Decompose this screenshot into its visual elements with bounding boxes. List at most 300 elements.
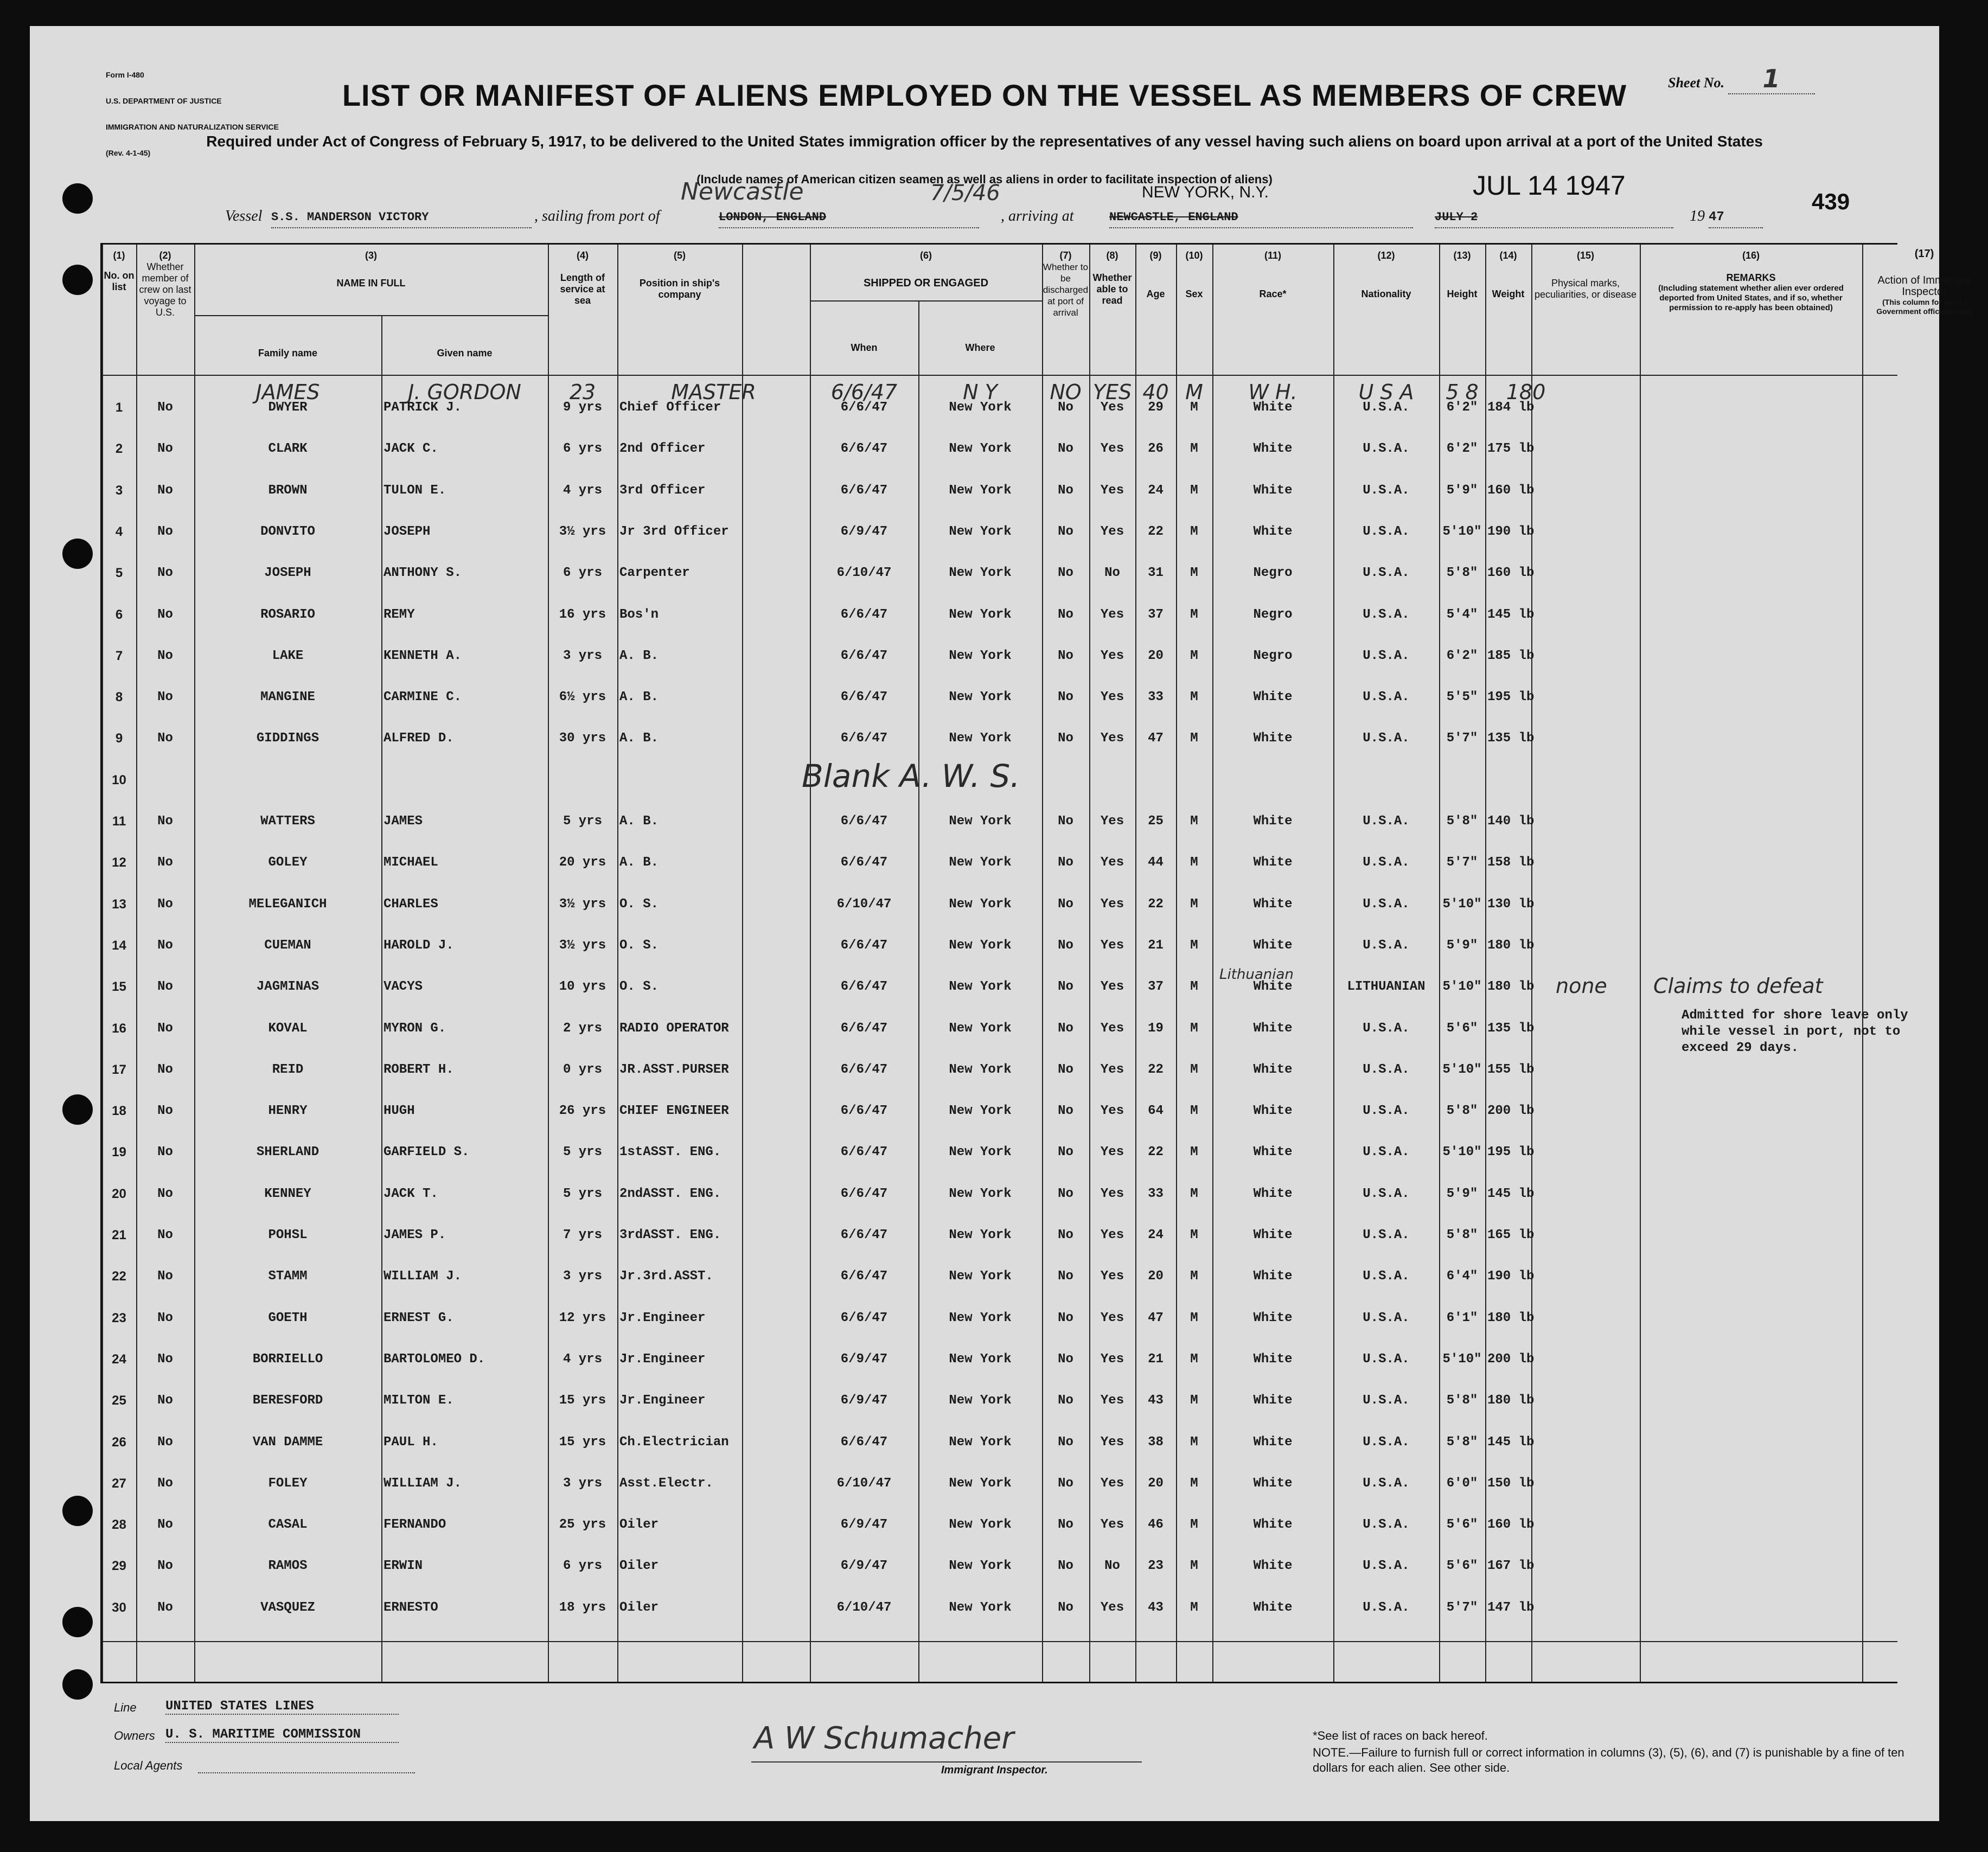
form-number: Form I-480 bbox=[106, 71, 144, 79]
cell-given: ERNESTO bbox=[383, 1600, 438, 1615]
cell-dis: No bbox=[1058, 690, 1073, 705]
cell-age: 20 bbox=[1148, 1269, 1164, 1284]
cell-when: 6/6/47 bbox=[840, 1186, 888, 1201]
row-number: 1 bbox=[115, 400, 123, 415]
cell-read: Yes bbox=[1100, 938, 1124, 953]
cell-position: 3rdASST. ENG. bbox=[619, 1228, 721, 1242]
cell-nat: U.S.A. bbox=[1363, 1434, 1410, 1450]
cell-dis: No bbox=[1058, 938, 1073, 953]
cell-service: 5 yrs bbox=[562, 1145, 602, 1160]
cell-dis: No bbox=[1058, 1186, 1073, 1201]
cell-dis: No bbox=[1058, 607, 1073, 622]
cell-given: HUGH bbox=[383, 1104, 415, 1119]
cell-service: 3 yrs bbox=[562, 648, 602, 663]
handwritten-date: 7/5/46 bbox=[930, 181, 1000, 206]
remarks-handwritten: Claims to defeat bbox=[1653, 974, 1823, 998]
cell-dis: No bbox=[1058, 1104, 1073, 1119]
cell-where: New York bbox=[949, 1062, 1012, 1077]
col-position-header: (5) Position in ship's company bbox=[639, 250, 720, 300]
cell-height: 6'2" bbox=[1446, 441, 1478, 457]
cell-sex: M bbox=[1190, 648, 1198, 663]
cell-family: MANGINE bbox=[260, 690, 315, 705]
cell-nat: U.S.A. bbox=[1363, 1310, 1410, 1325]
cell-race: Negro bbox=[1253, 607, 1293, 622]
cell-weight: 167 lb bbox=[1487, 1559, 1535, 1574]
cell-read: Yes bbox=[1100, 979, 1124, 995]
cell-position: 1stASST. ENG. bbox=[619, 1145, 721, 1160]
master-given: J. GORDON bbox=[408, 380, 521, 404]
cell-age: 23 bbox=[1148, 1559, 1164, 1574]
col-family-name-header: Family name bbox=[258, 348, 318, 358]
row-number: 17 bbox=[112, 1062, 126, 1077]
cell-where: New York bbox=[949, 566, 1012, 581]
cell-where: New York bbox=[949, 938, 1012, 953]
cell-when: 6/9/47 bbox=[840, 1351, 888, 1367]
row-number: 19 bbox=[112, 1145, 126, 1160]
cell-race: White bbox=[1253, 690, 1293, 705]
cell-position: Asst.Electr. bbox=[619, 1476, 713, 1491]
cell-race: White bbox=[1253, 938, 1293, 953]
cell-height: 5'8" bbox=[1446, 566, 1478, 581]
cell-given: VACYS bbox=[383, 979, 423, 995]
cell-nat: U.S.A. bbox=[1363, 1145, 1410, 1160]
cell-nat: U.S.A. bbox=[1363, 1062, 1410, 1077]
cell-position: Jr.Engineer bbox=[619, 1310, 706, 1325]
punch-hole bbox=[62, 183, 93, 214]
cell-last: No bbox=[157, 441, 173, 457]
master-discharged: NO bbox=[1050, 380, 1082, 404]
cell-weight: 140 lb bbox=[1487, 814, 1535, 829]
cell-age: 33 bbox=[1148, 690, 1164, 705]
cell-weight: 180 lb bbox=[1487, 1310, 1535, 1325]
cell-family: VASQUEZ bbox=[260, 1600, 315, 1615]
row-number: 23 bbox=[112, 1310, 126, 1325]
cell-nat: U.S.A. bbox=[1363, 1021, 1410, 1036]
cell-service: 6 yrs bbox=[562, 441, 602, 457]
cell-where: New York bbox=[949, 441, 1012, 457]
cell-race: White bbox=[1253, 1269, 1293, 1284]
col-age-header: (9) Age bbox=[1146, 250, 1165, 299]
cell-service: 15 yrs bbox=[559, 1434, 606, 1450]
cell-dis: No bbox=[1058, 1145, 1073, 1160]
cell-where: New York bbox=[949, 400, 1012, 415]
cell-dis: No bbox=[1058, 1021, 1073, 1036]
cell-height: 5'8" bbox=[1446, 1434, 1478, 1450]
cell-dis: No bbox=[1058, 1476, 1073, 1491]
cell-when: 6/6/47 bbox=[840, 607, 888, 622]
arrival-date: JULY 2 bbox=[1435, 208, 1673, 228]
cell-where: New York bbox=[949, 1228, 1012, 1242]
row-number: 22 bbox=[112, 1269, 126, 1284]
cell-family: SHERLAND bbox=[256, 1145, 319, 1160]
cell-dis: No bbox=[1058, 1228, 1073, 1242]
form-info bbox=[106, 53, 279, 175]
races-note: *See list of races on back hereof. bbox=[1313, 1729, 1488, 1742]
cell-weight: 175 lb bbox=[1487, 441, 1535, 457]
cell-last: No bbox=[157, 1434, 173, 1450]
cell-family: KENNEY bbox=[264, 1186, 311, 1201]
cell-weight: 180 lb bbox=[1487, 979, 1535, 995]
requirement-text: Required under Act of Congress of February 5, 1917, to be delivered to the United States immigration officer by the representatives of any vessel having such aliens on board upon arrival at a port of the United States bbox=[206, 133, 1763, 150]
master-age: 40 bbox=[1142, 380, 1169, 404]
cell-sex: M bbox=[1190, 979, 1198, 995]
cell-given: FERNANDO bbox=[383, 1517, 446, 1533]
cell-service: 3 yrs bbox=[562, 1476, 602, 1491]
cell-position: 2nd Officer bbox=[619, 441, 706, 457]
cell-service: 3½ yrs bbox=[559, 524, 606, 539]
cell-dis: No bbox=[1058, 1310, 1073, 1325]
cell-age: 43 bbox=[1148, 1600, 1164, 1615]
row-number: 14 bbox=[112, 938, 126, 953]
cell-given: GARFIELD S. bbox=[383, 1145, 470, 1160]
cell-last: No bbox=[157, 979, 173, 995]
cell-service: 3 yrs bbox=[562, 1269, 602, 1284]
cell-weight: 200 lb bbox=[1487, 1351, 1535, 1367]
cell-dis: No bbox=[1058, 855, 1073, 870]
cell-last: No bbox=[157, 938, 173, 953]
stamp-place: NEW YORK, N.Y. bbox=[1142, 183, 1269, 201]
cell-last: No bbox=[157, 1517, 173, 1533]
cell-position: Bos'n bbox=[619, 607, 659, 622]
cell-last: No bbox=[157, 648, 173, 663]
cell-position: Jr.Engineer bbox=[619, 1393, 706, 1408]
cell-sex: M bbox=[1190, 566, 1198, 581]
cell-given: TULON E. bbox=[383, 483, 446, 498]
cell-last: No bbox=[157, 1021, 173, 1036]
cell-sex: M bbox=[1190, 731, 1198, 746]
cell-nat: U.S.A. bbox=[1363, 1393, 1410, 1408]
cell-when: 6/6/47 bbox=[840, 648, 888, 663]
cell-sex: M bbox=[1190, 1517, 1198, 1533]
year-prefix: 19 bbox=[1690, 208, 1705, 225]
cell-given: ERWIN bbox=[383, 1559, 423, 1574]
cell-age: 24 bbox=[1148, 483, 1164, 498]
cell-where: New York bbox=[949, 896, 1012, 912]
cell-race: White bbox=[1253, 1517, 1293, 1533]
master-sex: M bbox=[1185, 380, 1203, 404]
row-number: 4 bbox=[115, 524, 123, 539]
cell-sex: M bbox=[1190, 483, 1198, 498]
master-service: 23 bbox=[569, 380, 596, 404]
col-remarks-header: (16) REMARKS (Including statement whether alien ever ordered deported from United States, and if so, whether permission to re-apply has been obtained) bbox=[1658, 250, 1844, 312]
cell-race: White bbox=[1253, 814, 1293, 829]
cell-age: 37 bbox=[1148, 607, 1164, 622]
cell-weight: 147 lb bbox=[1487, 1600, 1535, 1615]
cell-read: Yes bbox=[1100, 1351, 1124, 1367]
cell-height: 6'1" bbox=[1446, 1310, 1478, 1325]
cell-weight: 195 lb bbox=[1487, 690, 1535, 705]
cell-height: 6'2" bbox=[1446, 648, 1478, 663]
cell-service: 16 yrs bbox=[559, 607, 606, 622]
cell-weight: 135 lb bbox=[1487, 1021, 1535, 1036]
cell-position: O. S. bbox=[619, 979, 659, 995]
cell-family: LAKE bbox=[272, 648, 304, 663]
cell-sex: M bbox=[1190, 690, 1198, 705]
cell-nat: U.S.A. bbox=[1363, 1228, 1410, 1242]
cell-where: New York bbox=[949, 524, 1012, 539]
cell-last: No bbox=[157, 483, 173, 498]
cell-last: No bbox=[157, 1269, 173, 1284]
cell-weight: 165 lb bbox=[1487, 1228, 1535, 1242]
cell-given: WILLIAM J. bbox=[383, 1476, 462, 1491]
cell-given: ERNEST G. bbox=[383, 1310, 454, 1325]
cell-where: New York bbox=[949, 1104, 1012, 1119]
cell-service: 18 yrs bbox=[559, 1600, 606, 1615]
cell-service: 25 yrs bbox=[559, 1517, 606, 1533]
vessel-name: S.S. MANDERSON VICTORY bbox=[271, 208, 532, 228]
cell-read: Yes bbox=[1100, 1310, 1124, 1325]
cell-family: FOLEY bbox=[268, 1476, 308, 1491]
agents-label: Local Agents bbox=[114, 1759, 183, 1772]
cell-given: JAMES bbox=[383, 814, 423, 829]
row-number: 3 bbox=[115, 483, 123, 498]
cell-weight: 190 lb bbox=[1487, 524, 1535, 539]
col-given-name-header: Given name bbox=[437, 348, 493, 358]
cell-sex: M bbox=[1190, 1393, 1198, 1408]
master-height: 5 8 bbox=[1446, 380, 1479, 404]
cell-race: White bbox=[1253, 1434, 1293, 1450]
cell-sex: M bbox=[1190, 1021, 1198, 1036]
cell-service: 30 yrs bbox=[559, 731, 606, 746]
cell-where: New York bbox=[949, 607, 1012, 622]
cell-position: A. B. bbox=[619, 855, 659, 870]
cell-sex: M bbox=[1190, 1600, 1198, 1615]
cell-dis: No bbox=[1058, 566, 1073, 581]
row-number: 29 bbox=[112, 1559, 126, 1574]
arrival-year: 47 bbox=[1709, 208, 1763, 228]
row-number: 30 bbox=[112, 1600, 126, 1615]
cell-read: Yes bbox=[1100, 1517, 1124, 1533]
cell-service: 20 yrs bbox=[559, 855, 606, 870]
cell-last: No bbox=[157, 566, 173, 581]
cell-read: Yes bbox=[1100, 483, 1124, 498]
cell-family: GOETH bbox=[268, 1310, 308, 1325]
cell-age: 44 bbox=[1148, 855, 1164, 870]
cell-sex: M bbox=[1190, 1062, 1198, 1077]
cell-sex: M bbox=[1190, 1434, 1198, 1450]
cell-where: New York bbox=[949, 1476, 1012, 1491]
row-number: 11 bbox=[112, 814, 126, 829]
cell-last: No bbox=[157, 1104, 173, 1119]
cell-position: Oiler bbox=[619, 1517, 659, 1533]
cell-family: CUEMAN bbox=[264, 938, 311, 953]
cell-position: O. S. bbox=[619, 896, 659, 912]
cell-where: New York bbox=[949, 1351, 1012, 1367]
cell-when: 6/10/47 bbox=[836, 566, 892, 581]
cell-height: 6'2" bbox=[1446, 400, 1478, 415]
cell-sex: M bbox=[1190, 1228, 1198, 1242]
cell-position: Ch.Electrician bbox=[619, 1434, 729, 1450]
cell-family: JOSEPH bbox=[264, 566, 311, 581]
cell-when: 6/10/47 bbox=[836, 1600, 892, 1615]
cell-nat: U.S.A. bbox=[1363, 607, 1410, 622]
cell-given: MICHAEL bbox=[383, 855, 438, 870]
cell-last: No bbox=[157, 1310, 173, 1325]
cell-family: STAMM bbox=[268, 1269, 308, 1284]
cell-when: 6/6/47 bbox=[840, 1021, 888, 1036]
cell-position: Jr.3rd.ASST. bbox=[619, 1269, 713, 1284]
cell-dis: No bbox=[1058, 1517, 1073, 1533]
cell-read: Yes bbox=[1100, 896, 1124, 912]
row-number: 9 bbox=[115, 731, 123, 746]
col-when-header: When bbox=[851, 342, 878, 353]
cell-weight: 200 lb bbox=[1487, 1104, 1535, 1119]
cell-weight: 185 lb bbox=[1487, 648, 1535, 663]
master-family: JAMES bbox=[255, 380, 320, 404]
row-number: 18 bbox=[112, 1104, 126, 1119]
cell-last: No bbox=[157, 524, 173, 539]
cell-family: ROSARIO bbox=[260, 607, 315, 622]
row-number: 27 bbox=[112, 1476, 126, 1491]
cell-position: A. B. bbox=[619, 814, 659, 829]
master-nationality: U S A bbox=[1358, 380, 1414, 404]
cell-read: Yes bbox=[1100, 1021, 1124, 1036]
cell-sex: M bbox=[1190, 938, 1198, 953]
cell-race: White bbox=[1253, 1021, 1293, 1036]
row-number: 24 bbox=[112, 1351, 126, 1367]
row-number: 13 bbox=[112, 896, 126, 912]
cell-sex: M bbox=[1190, 1476, 1198, 1491]
cell-race: White bbox=[1253, 441, 1293, 457]
col-read-header: (8) Whether able to read bbox=[1092, 250, 1132, 306]
cell-nat: U.S.A. bbox=[1363, 1351, 1410, 1367]
cell-age: 21 bbox=[1148, 938, 1164, 953]
cell-weight: 184 lb bbox=[1487, 400, 1535, 415]
cell-race: White bbox=[1253, 855, 1293, 870]
row-number: 16 bbox=[112, 1021, 126, 1036]
cell-given: ROBERT H. bbox=[383, 1062, 454, 1077]
cell-given: JOSEPH bbox=[383, 524, 431, 539]
cell-given: WILLIAM J. bbox=[383, 1269, 462, 1284]
form-department: U.S. DEPARTMENT OF JUSTICE bbox=[106, 97, 222, 105]
cell-when: 6/9/47 bbox=[840, 1517, 888, 1533]
cell-height: 5'5" bbox=[1446, 690, 1478, 705]
arriving-port: NEWCASTLE, ENGLAND bbox=[1109, 208, 1413, 228]
cell-position: A. B. bbox=[619, 731, 659, 746]
cell-weight: 145 lb bbox=[1487, 1186, 1535, 1201]
cell-sex: M bbox=[1190, 1559, 1198, 1574]
cell-weight: 160 lb bbox=[1487, 483, 1535, 498]
owners-value: U. S. MARITIME COMMISSION bbox=[165, 1727, 399, 1743]
punch-hole bbox=[62, 1496, 93, 1526]
cell-family: BERESFORD bbox=[252, 1393, 323, 1408]
cell-read: Yes bbox=[1100, 441, 1124, 457]
cell-sex: M bbox=[1190, 1104, 1198, 1119]
cell-family: DWYER bbox=[268, 400, 308, 415]
cell-where: New York bbox=[949, 1517, 1012, 1533]
cell-nat: U.S.A. bbox=[1363, 1559, 1410, 1574]
manifest-sheet bbox=[30, 26, 1972, 1821]
race-handwritten: Lithuanian bbox=[1219, 966, 1294, 983]
cell-read: Yes bbox=[1100, 524, 1124, 539]
crew-table bbox=[100, 243, 1897, 1683]
cell-race: White bbox=[1253, 1559, 1293, 1574]
cell-family: BROWN bbox=[268, 483, 308, 498]
col-sex-header: (10) Sex bbox=[1185, 250, 1203, 299]
master-weight: 180 bbox=[1506, 380, 1546, 404]
cell-given: CARMINE C. bbox=[383, 690, 462, 705]
cell-where: New York bbox=[949, 979, 1012, 995]
cell-dis: No bbox=[1058, 1393, 1073, 1408]
cell-when: 6/9/47 bbox=[840, 524, 888, 539]
cell-position: Oiler bbox=[619, 1559, 659, 1574]
row-number: 15 bbox=[112, 979, 126, 995]
cell-race: White bbox=[1253, 1476, 1293, 1491]
cell-nat: U.S.A. bbox=[1363, 483, 1410, 498]
cell-dis: No bbox=[1058, 400, 1073, 415]
punch-hole bbox=[62, 539, 93, 569]
physical-handwritten: none bbox=[1556, 974, 1607, 998]
cell-where: New York bbox=[949, 1145, 1012, 1160]
cell-family: CLARK bbox=[268, 441, 308, 457]
cell-given: ALFRED D. bbox=[383, 731, 454, 746]
cell-height: 5'7" bbox=[1446, 731, 1478, 746]
cell-age: 31 bbox=[1148, 566, 1164, 581]
cell-service: 6 yrs bbox=[562, 1559, 602, 1574]
punch-hole bbox=[62, 1094, 93, 1125]
form-revision: (Rev. 4-1-45) bbox=[106, 149, 151, 157]
cell-position: A. B. bbox=[619, 648, 659, 663]
cell-nat: U.S.A. bbox=[1363, 1269, 1410, 1284]
cell-service: 26 yrs bbox=[559, 1104, 606, 1119]
cell-last: No bbox=[157, 1476, 173, 1491]
cell-age: 37 bbox=[1148, 979, 1164, 995]
cell-when: 6/6/47 bbox=[840, 814, 888, 829]
cell-sex: M bbox=[1190, 1310, 1198, 1325]
cell-given: REMY bbox=[383, 607, 415, 622]
cell-dis: No bbox=[1058, 1351, 1073, 1367]
cell-race: White bbox=[1253, 1186, 1293, 1201]
fine-note: NOTE.—Failure to furnish full or correct information in columns (3), (5), (6), and (7) is punishable by a fine of ten dollars for each alien. See other side. bbox=[1313, 1746, 1904, 1774]
cell-height: 6'4" bbox=[1446, 1269, 1478, 1284]
cell-race: White bbox=[1253, 483, 1293, 498]
cell-height: 5'4" bbox=[1446, 607, 1478, 622]
cell-where: New York bbox=[949, 1269, 1012, 1284]
cell-when: 6/6/47 bbox=[840, 1434, 888, 1450]
cell-read: Yes bbox=[1100, 1600, 1124, 1615]
cell-given: MYRON G. bbox=[383, 1021, 446, 1036]
cell-family: MELEGANICH bbox=[248, 896, 327, 912]
cell-age: 33 bbox=[1148, 1186, 1164, 1201]
cell-read: Yes bbox=[1100, 1186, 1124, 1201]
cell-age: 64 bbox=[1148, 1104, 1164, 1119]
cell-height: 5'8" bbox=[1446, 1228, 1478, 1242]
cell-when: 6/10/47 bbox=[836, 1476, 892, 1491]
cell-where: New York bbox=[949, 1310, 1012, 1325]
col-discharged-header: (7) Whether to be discharged at port of arrival bbox=[1043, 250, 1089, 318]
cell-position: Jr.Engineer bbox=[619, 1351, 706, 1367]
cell-height: 5'10" bbox=[1442, 979, 1482, 995]
page-title: LIST OR MANIFEST OF ALIENS EMPLOYED ON THE VESSEL AS MEMBERS OF CREW bbox=[342, 78, 1627, 112]
col-name-header: (3) NAME IN FULL bbox=[336, 250, 406, 289]
cell-sex: M bbox=[1190, 1145, 1198, 1160]
cell-age: 47 bbox=[1148, 731, 1164, 746]
cell-when: 6/6/47 bbox=[840, 1062, 888, 1077]
line-label: Line bbox=[114, 1701, 137, 1714]
cell-family: RAMOS bbox=[268, 1559, 308, 1574]
cell-height: 5'10" bbox=[1442, 1351, 1482, 1367]
punch-hole bbox=[62, 265, 93, 295]
row-number: 12 bbox=[112, 855, 126, 870]
cell-where: New York bbox=[949, 1393, 1012, 1408]
cell-weight: 180 lb bbox=[1487, 1393, 1535, 1408]
cell-age: 25 bbox=[1148, 814, 1164, 829]
cell-last: No bbox=[157, 1228, 173, 1242]
cell-read: Yes bbox=[1100, 690, 1124, 705]
master-race: W H. bbox=[1248, 380, 1297, 404]
cell-age: 24 bbox=[1148, 1228, 1164, 1242]
page-number: 439 bbox=[1812, 189, 1850, 214]
